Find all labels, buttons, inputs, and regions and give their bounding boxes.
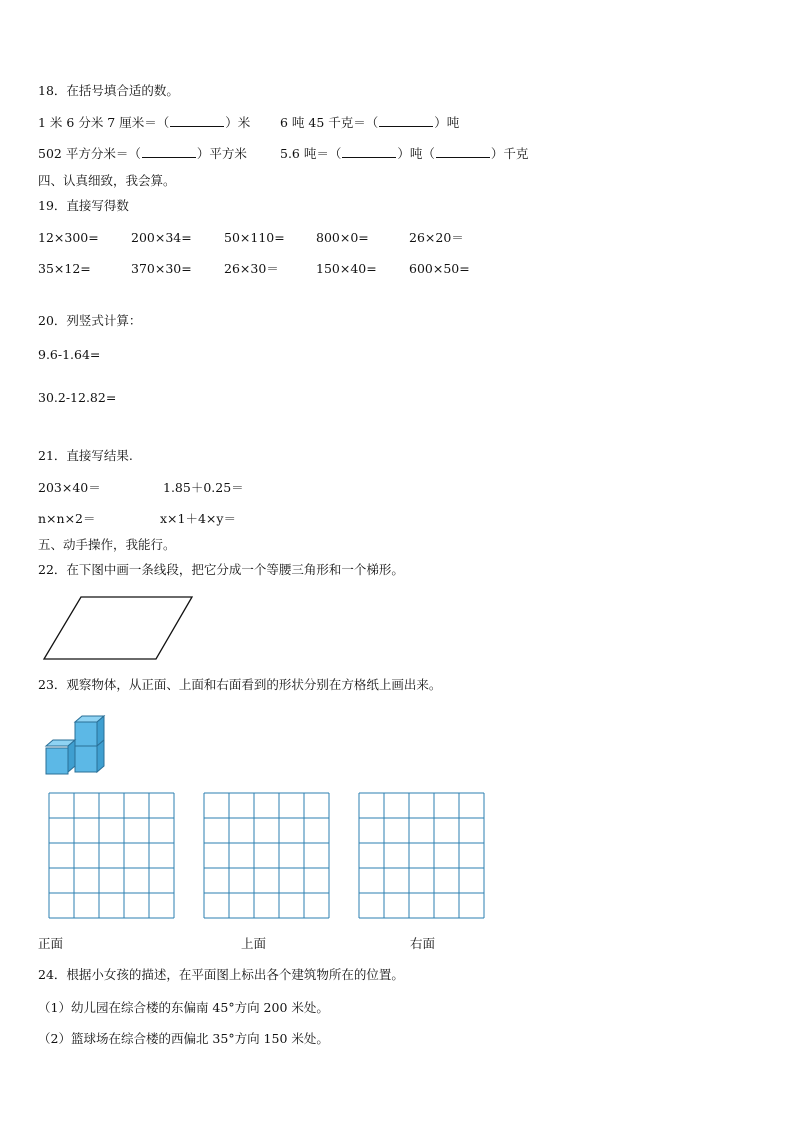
label-front: 正面 <box>38 936 64 951</box>
q24-item-1: （1）幼儿园在综合楼的东偏南 45°方向 200 米处。 <box>38 1000 329 1015</box>
section-5-heading: 五、动手操作，我能行。 <box>38 537 176 552</box>
q18-l1a-pre: 1 米 6 分米 7 厘米＝（ <box>38 115 170 130</box>
q20-item-1: 9.6-1.64= <box>38 347 101 362</box>
q18-l1b-post: ）吨 <box>434 115 460 130</box>
q18-l2b-pre: 5.6 吨＝（ <box>280 146 342 161</box>
q20-item-2: 30.2-12.82= <box>38 390 117 405</box>
front-view-grid[interactable] <box>49 793 174 918</box>
q19-r2-c2: 370×30= <box>131 261 192 276</box>
q18-l1a-post: ）米 <box>225 115 251 130</box>
q18-title: 18．在括号填合适的数。 <box>38 83 179 98</box>
q18-l2b-post: ）千克 <box>490 146 529 161</box>
q18-l2a-post: ）平方米 <box>196 146 247 161</box>
q19-r1-c3: 50×110= <box>224 230 285 245</box>
q21-r1-c2: 1.85＋0.25＝ <box>163 480 244 495</box>
q19-r2-c3: 26×30＝ <box>224 261 279 276</box>
q21-r1-c1: 203×40＝ <box>38 480 101 495</box>
q19-r2-c5: 600×50= <box>409 261 470 276</box>
q21-r2-c1: n×n×2＝ <box>38 511 96 526</box>
q24-item-2: （2）篮球场在综合楼的西偏北 35°方向 150 米处。 <box>38 1031 329 1046</box>
q23-title: 23．观察物体，从正面、上面和右面看到的形状分别在方格纸上画出来。 <box>38 677 442 692</box>
q22-title: 22．在下图中画一条线段，把它分成一个等腰三角形和一个梯形。 <box>38 562 404 577</box>
q24-title: 24．根据小女孩的描述，在平面图上标出各个建筑物所在的位置。 <box>38 967 404 982</box>
top-view-grid[interactable] <box>204 793 329 918</box>
q18-l1b-pre: 6 吨 45 千克＝（ <box>280 115 379 130</box>
label-top: 上面 <box>241 936 267 951</box>
section-4-heading: 四、认真细致，我会算。 <box>38 173 176 188</box>
q21-r2-c2: x×1＋4×y＝ <box>160 511 236 526</box>
q18-l2b-mid: ）吨（ <box>397 146 435 161</box>
q19-title: 19．直接写得数 <box>38 198 129 213</box>
q19-r2-c1: 35×12= <box>38 261 91 276</box>
q18-l2a-pre: 502 平方分米＝（ <box>38 146 141 161</box>
right-view-grid[interactable] <box>359 793 484 918</box>
q19-r2-c4: 150×40= <box>316 261 377 276</box>
q19-r1-c4: 800×0= <box>316 230 369 245</box>
q20-title: 20．列竖式计算： <box>38 313 142 328</box>
q19-r1-c5: 26×20＝ <box>409 230 464 245</box>
label-right: 右面 <box>410 936 436 951</box>
q21-title: 21．直接写结果. <box>38 448 133 463</box>
q19-r1-c2: 200×34= <box>131 230 192 245</box>
q19-r1-c1: 12×300= <box>38 230 99 245</box>
